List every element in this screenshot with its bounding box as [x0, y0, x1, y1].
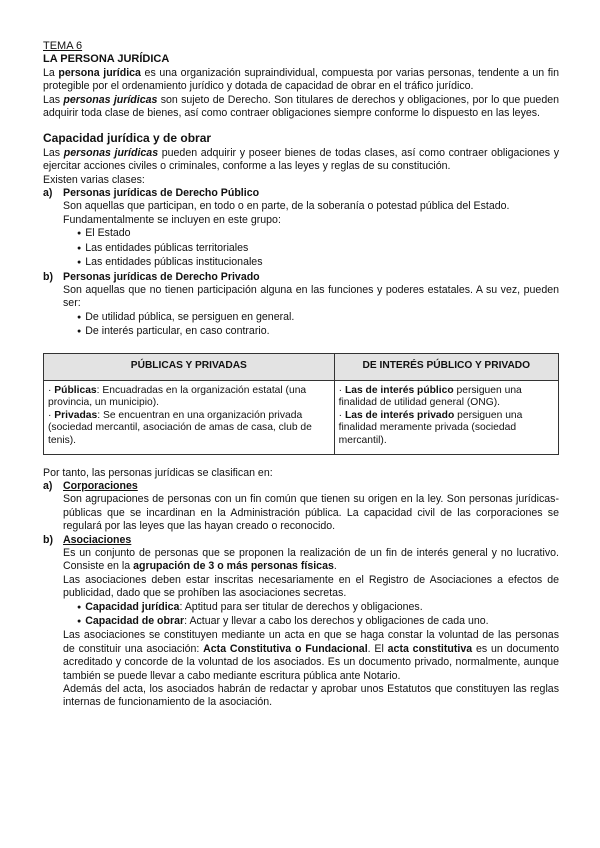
asociaciones-paragraph-1: Es un conjunto de personas que se proponen la realización de un fin de interés general y no lucrativo. Consiste en la agrupación de 3 o más personas físicas.	[63, 546, 559, 573]
capacidad-paragraph-1: Las personas jurídicas pueden adquirir y poseer bienes de todas clases, así como contraer obligaciones y ejercitar acciones civiles o criminales, conforme a las leyes y reglas de su constitución.	[43, 146, 559, 173]
list-item-corporaciones: a) Corporaciones	[43, 479, 138, 492]
list-item-derecho-publico: a) Personas jurídicas de Derecho Público	[43, 187, 260, 200]
classification-table	[43, 353, 559, 455]
bullet-item: ● De interés particular, en caso contrario.	[43, 325, 559, 339]
table-cell-interes: · Las de interés público persiguen una finalidad de utilidad general (ONG). · Las de interés privado persiguen una finalidad meramente privada (sociedad mercantil).	[334, 380, 558, 454]
bullet-item: ● El Estado	[43, 227, 559, 241]
bullet-item: ● Capacidad jurídica: Aptitud para ser titular de derechos y obligaciones.	[43, 601, 559, 615]
asociaciones-paragraph-3: Las asociaciones se constituyen mediante un acta en que se haga constar la voluntad de las personas de constituir una asociación: Acta Constitutiva o Fundacional. El acta constitutiva es un documento acreditado y concorde de la voluntad de los asociados. Es un documento privado, normalmente, aunque también se puede llevar a cabo mediante escritura pública ante Notario.	[63, 629, 559, 682]
bullet-item: ● De utilidad pública, se persiguen en general.	[43, 311, 559, 325]
derecho-privado-text-1: Son aquellas que no tienen participación alguna en las funciones y poderes estatales. A su vez, pueden ser:	[63, 283, 559, 310]
clasificacion-intro: Por tanto, las personas jurídicas se clasifican en:	[43, 466, 273, 479]
section-heading-capacidad: Capacidad jurídica y de obrar	[43, 131, 212, 146]
table-header-interes: DE INTERÉS PÚBLICO Y PRIVADO	[334, 353, 558, 380]
topic-label: TEMA 6	[43, 40, 83, 52]
asociaciones-paragraph-4: Además del acta, los asociados habrán de redactar y aprobar unos Estatutos que constituyen las reglas internas de funcionamiento de la asociación.	[63, 683, 559, 709]
document-page	[43, 40, 559, 710]
bullet-item: ● Las entidades públicas institucionales	[43, 256, 559, 270]
derecho-publico-text-2: Fundamentalmente se incluyen en este grupo:	[63, 213, 281, 226]
page-title: LA PERSONA JURÍDICA	[43, 53, 170, 66]
list-item-asociaciones: b) Asociaciones	[43, 533, 132, 546]
table-cell-publicas-privadas: · Públicas: Encuadradas en la organización estatal (una provincia, un municipio). · Privadas: Se encuentran en una organización privada (sociedad mercantil, asociación de amas de casa, club de tenis).	[44, 380, 335, 454]
table-header-publicas-privadas: PÚBLICAS Y PRIVADAS	[44, 353, 335, 380]
asociaciones-paragraph-2: Las asociaciones deben estar inscritas necesariamente en el Registro de Asociaciones a efectos de publicidad, dado que se prohíben las asociaciones secretas.	[63, 573, 559, 600]
bullet-item: ● Las entidades públicas territoriales	[43, 242, 559, 256]
capacidad-paragraph-2: Existen varias clases:	[43, 173, 145, 186]
intro-paragraph-2: Las personas jurídicas son sujeto de Derecho. Son titulares de derechos y obligaciones, por lo que pueden adquirir toda clase de bienes, así como contraer obligaciones siempre conforme lo dispuesto en las leyes.	[43, 93, 559, 120]
corporaciones-text: Son agrupaciones de personas con un fin común que tienen su origen en la ley. Son personas jurídicas-públicas que se incardinan en la Administración pública. La capacidad civil de las corporaciones se regulará por las leyes que las hayan creado o reconocido.	[63, 493, 559, 533]
list-item-derecho-privado: b) Personas jurídicas de Derecho Privado	[43, 270, 260, 283]
derecho-publico-text-1: Son aquellas que participan, en todo o en parte, de la soberanía o potestad pública del Estado.	[63, 200, 510, 213]
bullet-item: ● Capacidad de obrar: Actuar y llevar a cabo los derechos y obligaciones de cada uno.	[43, 615, 559, 629]
intro-paragraph-1: La persona jurídica es una organización supraindividual, compuesta por varias personas, tendente a un fin protegible por el ordenamiento jurídico y dotada de capacidad de obrar en el tráfico jurídico.	[43, 66, 559, 93]
